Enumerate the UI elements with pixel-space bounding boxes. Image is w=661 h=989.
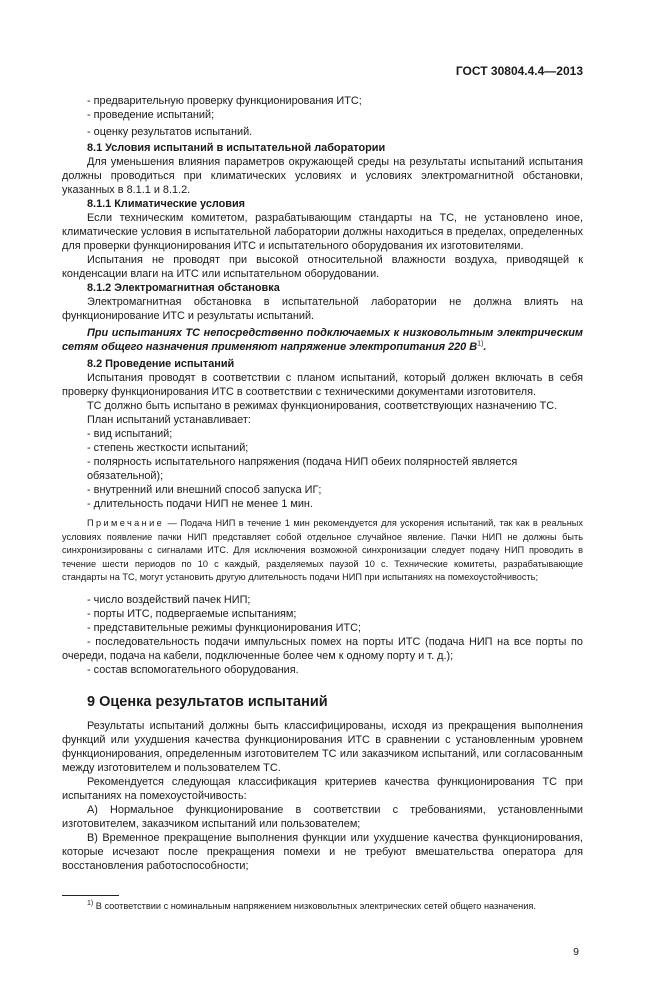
section-8-2	[62, 357, 583, 677]
note-text: — Подача НИП в течение 1 мин рекомендуется для ускорения испытаний, так как в реальных условиях появление пачки НИП представляет собой отдельное случайное явление. Пачки НИП не должны быть синхронизированы с сигналами ИТС. Для исключения возможной синхронизации следует подачу НИП проводить в течение шести периодов по 10 с каждый, разделяемых паузой 10 с. Технические комитеты, разрабатывающие стандарты на ТС, могут установить другую длительность подачи НИП при испытаниях на помехоустойчивость;	[62, 518, 583, 582]
intro-list	[62, 94, 583, 139]
paragraph: Результаты испытаний должны быть классифицированы, исходя из прекращения выполнения функций или ухудшения качества функционирования ИТС в сравнении с установленным уровнем функционирования, определенным изготовителем ТС или заказчиком испытаний, или согласованным между изготовителем и пользователем ТС.	[62, 719, 583, 774]
paragraph: А) Нормальное функционирование в соответствии с требованиями, установленными изготовителем, заказчиком испытаний или пользователем;	[62, 803, 583, 830]
paragraph: Испытания не проводят при высокой относительной влажности воздуха, приводящей к конденсации влаги на ИТС или испытательном оборудовании.	[62, 254, 583, 280]
paragraph: Рекомендуется следующая классификация критериев качества функционирования ТС при испытаниях на помехоустойчивость:	[62, 775, 583, 802]
section-8-1	[62, 141, 583, 354]
section-heading: 8.1 Условия испытаний в испытательной лаборатории	[87, 142, 386, 154]
section-heading: 8.2 Проведение испытаний	[87, 358, 235, 370]
section-9	[62, 693, 583, 873]
list-item: - число воздействий пачек НИП;	[87, 593, 251, 606]
paragraph: Испытания проводят в соответствии с планом испытаний, который должен включать в себя проверку функционирования ИТС в соответствии с техническими документами изготовителя.	[62, 372, 583, 398]
page-body	[62, 0, 583, 989]
list-item: - предварительную проверку функционирования ИТС;	[87, 95, 362, 107]
footnote-mark: 1)	[87, 899, 94, 907]
document-header: ГОСТ 30804.4.4—2013	[455, 64, 583, 78]
footnote-ref[interactable]: 1)	[477, 340, 484, 348]
note	[62, 517, 583, 585]
list-item: - состав вспомогательного оборудования.	[87, 663, 299, 676]
footnote	[62, 900, 583, 913]
footnote-text: В соответствии с номинальным напряжением низковольтных электрических сетей общего назначения.	[93, 900, 536, 911]
page-number: 9	[573, 945, 579, 958]
emphasis-text: При испытаниях ТС непосредственно подключаемых к низковольтным электрическим сетям общего назначения применяют напряжение электропитания 220 В	[62, 327, 583, 353]
paragraph: Электромагнитная обстановка в испытательной лаборатории не должна влиять на функционирование ИТС и результаты испытаний.	[62, 296, 583, 322]
note-label: Примечание	[87, 518, 165, 528]
list-item: - порты ИТС, подвергаемые испытаниям;	[87, 607, 297, 620]
list-item: - степень жесткости испытаний;	[87, 442, 249, 454]
paragraph: Если техническим комитетом, разрабатывающим стандарты на ТС, не установлено иное, климатические условия в испытательной лаборатории должны находиться в пределах, определенных для проверки функционирования ИТС и испытательного оборудования их изготовителями.	[62, 212, 583, 252]
list-item: - представительные режимы функционирования ИТС;	[87, 621, 361, 634]
paragraph-emphasis: При испытаниях ТС непосредственно подключаемых к низковольтным электрическим сетям общего назначения применяют напряжение электропитания 220 $В^{1)}$.	[62, 327, 583, 353]
paragraph: В) Временное прекращение выполнения функции или ухудшение качества функционирования, которые исчезают после прекращения помехи и не требуют вмешательства оператора для восстановления работоспособности;	[62, 831, 583, 872]
list-item: - последовательность подачи импульсных помех на порты ИТС (подача НИП на все порты по очереди, подача на кабели, подключенные более чем к одному порту и т. д.);	[62, 635, 583, 662]
list-item: - внутренний или внешний способ запуска ИГ;	[87, 484, 322, 496]
section-heading: 8.1.1 Климатические условия	[87, 198, 246, 210]
paragraph: Для уменьшения влияния параметров окружающей среды на результаты испытаний испытания должны проводиться при климатических условиях и условиях электромагнитной обстановки, указанных в 8.1.1 и 8.1.2.	[62, 156, 583, 196]
section-heading: 8.1.2 Электромагнитная обстановка	[87, 282, 280, 294]
list-item: - вид испытаний;	[87, 428, 173, 440]
paragraph: План испытаний устанавливает:	[87, 414, 251, 426]
paragraph: ТС должно быть испытано в режимах функционирования, соответствующих назначению ТС.	[87, 400, 558, 412]
footnote-divider	[62, 895, 119, 896]
list-item: - полярность испытательного напряжения (подача НИП обеих полярностей является обязательной);	[87, 456, 518, 482]
list-item: - оценку результатов испытаний.	[87, 126, 253, 138]
list-item: - проведение испытаний;	[87, 109, 215, 121]
section-heading: 9 Оценка результатов испытаний	[87, 693, 328, 710]
list-item: - длительность подачи НИП не менее 1 мин.	[87, 498, 313, 510]
